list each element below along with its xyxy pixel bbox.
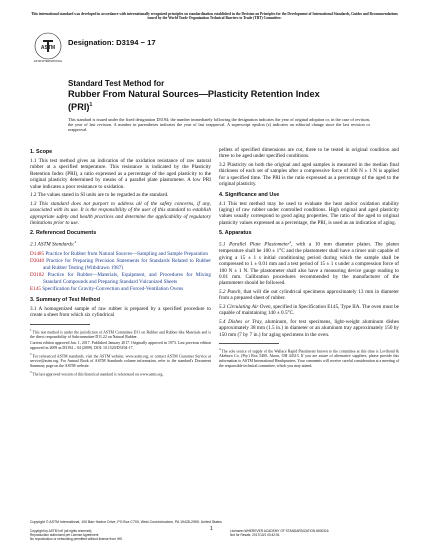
- copyright-line: Copyright © ASTM International, 100 Barr Harbor Drive, PO Box C700, West Conshohocken, PA 19428-2959. United States: [30, 520, 222, 524]
- para-5-2-text: that will die out cylindrical specimens approximately 13 mm in diameter from a prepared sheet of rubber.: [219, 289, 399, 302]
- footnote-1: This test method is under the jurisdiction of ASTM Committee D11 on Rubber and Rubber-like Materials and is the direct responsibility of Subcommittee D11.22 on Natural Rubber.: [30, 329, 211, 339]
- para-5-4-lead: 5.4 Dishes or Tray,: [219, 319, 263, 326]
- license-line-1: Copyright by ASTM Int'l (all rights reserved);: [30, 529, 93, 533]
- astm-logo: [33, 32, 63, 63]
- footnote-3: The last approved version of this historical standard is referenced on www.astm.org.: [32, 372, 164, 377]
- designation: Designation: D3194 − 17: [68, 38, 156, 47]
- title-block: [68, 79, 398, 113]
- para-1-2: 1.2 The values stated in SI units are to be regarded as the standard.: [30, 192, 169, 199]
- para-5-3: [219, 304, 399, 317]
- para-5-4: [219, 319, 399, 338]
- reference-item: [30, 272, 211, 285]
- reference-text: Practice for Preparing Precision Statements for Standards Related to Rubber and Rubber Testing (Withdrawn 1987): [43, 258, 212, 271]
- section-4-heading: 4. Significance and Use: [219, 191, 280, 198]
- licensee-line-1: Licensee=WHEREVER ACADEMY OF STANDARDIZATION 8600316: [230, 529, 329, 533]
- footnote-1b: Current edition approved Jan. 1, 2017. Published January 2017. Originally approved in 1973. Last previous edition approved in 2009 as D3194 – 04 (2009). DOI: 10.1520/D3194-17.: [30, 340, 211, 350]
- standards-notice: This international standard was developed in accordance with internationally recognized principles on standardization established in the Decision on Principles for the Development of International Standards, Guides and Recommendations issued by the World Trade Organization Technical Barriers to Trade (TBT) Committee.: [31, 12, 398, 21]
- license-line-3: No reproduction or networking permitted without license from IHS: [30, 536, 123, 541]
- reference-item: [30, 251, 211, 257]
- reference-link-d1485[interactable]: D1485: [30, 250, 45, 257]
- license-line-2: Reproduction authorized per License Agreement: [30, 532, 99, 537]
- title-line-3: (PRI): [68, 102, 90, 113]
- left-column: [30, 145, 211, 378]
- para-5-4-text: aluminum, for test specimens, light-weight aluminum dishes approximately 38 mm (1.5 in.) in diameter or an aluminum tray approximately 150 by 150 mm (7 by 7 in.) for aging specimens in the oven.: [219, 319, 399, 338]
- footnote-4: The sole source of supply of the Wallace Rapid Plastimeter known to the committee at this time is Lovibond & Akeborn Co. (Pty.) Box 5400, Akron, OH 44313. If you are aware of alternative suppliers, please provide this information to ASTM International Headquarters. Your comments will receive careful consideration at a meeting of the responsible technical committee, which you may attend.: [219, 349, 399, 368]
- para-3-1-continued: pellets of specified dimensions are cut, three to be tested in original condition and three to be aged under specified conditions.: [219, 147, 399, 160]
- para-5-2-lead: 5.2 Punch,: [219, 289, 242, 296]
- section-3-heading: 3. Summary of Test Method: [30, 296, 100, 303]
- para-4-1: 4.1 This test method may be used to evaluate the heat and/or oxidation stability (aging) of raw rubber under controlled conditions. High original and aged plasticity values usually correspond to good aging properties. The ratio of the aged to original plasticity values expressed as a percentage, the PRI, is used as an indication of aging.: [219, 200, 399, 226]
- reference-text: Practice for Rubber from Natural Sources—Sampling and Sample Preparation: [45, 250, 208, 257]
- footnote-4-marker: 4: [289, 240, 292, 245]
- section-2-heading: 2. Referenced Documents: [30, 230, 97, 237]
- title-footnote-marker: 1: [89, 102, 93, 108]
- footnote-2: For referenced ASTM standards, visit the ASTM website, www.astm.org, or contact ASTM Customer Service at service@astm.org. For Annual Book of ASTM Standards volume information, refer to the standard's Document Summary page on the ASTM website.: [30, 354, 211, 368]
- para-3-1: 3.1 A homogenized sample of raw rubber is prepared by a specified procedure to create a sheet from which six cylindrical: [30, 305, 211, 319]
- section-5-heading: 5. Apparatus: [219, 230, 252, 237]
- para-5-2: [219, 289, 399, 302]
- title-line-1: Standard Test Method for: [68, 79, 165, 88]
- para-3-2: 3.2 Plasticity on both the original and aged samples is measured in the median final thickness of each set of samples after a compressive force of 100 N ± 1 N is applied for a specified time. The PRI is the ratio expressed as a percentage of the aged to the original plasticity.: [219, 162, 399, 188]
- reference-link-e145[interactable]: E145: [30, 286, 41, 293]
- reference-text: Specification for Gravity-Convection and Forced-Ventilation Ovens: [42, 286, 184, 293]
- para-5-1-lead: 5.1 Parallel Plate Plastometer: [219, 241, 290, 248]
- footnote-2-marker: 2: [74, 240, 77, 245]
- issue-note: This standard is issued under the fixed designation D3194; the number immediately following the designation indicates the year of original adoption or, in the case of revision, the year of last revision. A number in parentheses indicates the year of last reapproval. A superscript epsilon (ε) indicates an editorial change since the last revision or reapproval.: [68, 117, 370, 133]
- astm-logo-icon: [34, 32, 62, 60]
- para-5-3-text: specified in Specification E145, Type IIA. The oven must be capable of maintaining 140 ± 0.5°C.: [219, 304, 399, 317]
- license-block: [30, 530, 210, 542]
- reference-item: [30, 258, 211, 271]
- para-2-1: 2.1 ASTM Standards:: [30, 242, 75, 249]
- reference-text: Practice for Rubber—Materials, Equipment, and Procedures for Mixing Standard Compounds and Preparing Standard Vulcanized Sheets: [43, 272, 211, 285]
- footnotes-right: $^4$ The sole source of supply of the Wallace Rapid Plastimeter known to the committee at this time is Lovibond & Akeborn Co. (Pty.) Box 5400, Akron, OH 44313. If you are aware of alternative suppliers, please provide this information to ASTM International Headquarters. Your comments will receive careful consideration at a meeting of the responsible technical committee, which you may attend.: [219, 347, 399, 368]
- para-5-1-text: , with a 10 mm diameter platen. The platen temperature shall be 100 ± 1°C and the plastometer shall have a timer unit capable of giving a 15 ± 1 s initial conditioning period during which the sample shall be compressed to 1 ± 0.01 mm and a test period of 15 ± 1 s under a compression force of 100 N ± 1 N. The plastometer shall also have a measuring device gauge reading to 0.01 mm. Calibration procedures recommended by the manufacturer of the plastometer should be followed.: [219, 241, 399, 287]
- footer: [30, 520, 399, 541]
- title-line-2: Rubber From Natural Sources—Plasticity Retention Index: [68, 89, 320, 99]
- footnotes-left: $^1$ This test method is under the jurisdiction of ASTM Committee D11 on Rubber and Rubber-like Materials and is the direct responsibility of Subcommittee D11.22 on Natural Rubber. Current edition approved Jan. 1, 2017. Published January 2017. Originally approved in 1973. Last previous edition approved in 2009 as D3194 – 04 (2009). DOI: 10.1520/D3194-17. $^2$ For referenced ASTM standards, visit the ASTM website, www.astm.org, or contact ASTM Customer Service at service@astm.org. For Annual Book of ASTM Standards volume information, refer to the standard's Document Summary page on the ASTM website. $^3$ The last approved version of this historical standard is referenced on www.astm.org.: [30, 327, 211, 377]
- licensee-line-2: Not for Resale, 2017/10/1 00:42:51: [230, 532, 280, 537]
- para-5-1: [219, 239, 399, 287]
- para-5-3-lead: 5.3 Circulating Air Oven,: [219, 304, 272, 311]
- reference-link-d3040[interactable]: D3040: [30, 258, 45, 265]
- page-number: 1: [210, 526, 213, 532]
- footnote-divider: [219, 343, 279, 344]
- reference-item: [30, 286, 211, 292]
- logo-text: ASTM INTERNATIONAL: [33, 60, 63, 63]
- licensee-block: [230, 530, 399, 538]
- para-1-3: 1.3 This standard does not purport to address all of the safety concerns, if any, associated with its use. It is the responsibility of the user of this standard to establish appropriate safety and health practices and determine the applicability of regulatory limitations prior to use.: [30, 200, 211, 227]
- right-column: [219, 147, 399, 370]
- footnote-divider: [30, 324, 90, 325]
- svg-text:ASTM: ASTM: [40, 45, 56, 51]
- section-1-heading: 1. Scope: [30, 149, 53, 155]
- reference-link-d3182[interactable]: D3182: [30, 272, 45, 279]
- para-1-1: 1.1 This test method gives an indication of the oxidation resistance of raw natural rubber at a specified temperature. This resistance is indicated by the Plasticity Retention Index (PRI), a ratio expressed as a percentage of the aged plasticity to the original plasticity determined by means of a parallel plate plastometer. A low PRI value indicates a poor resistance to oxidation.: [30, 158, 211, 190]
